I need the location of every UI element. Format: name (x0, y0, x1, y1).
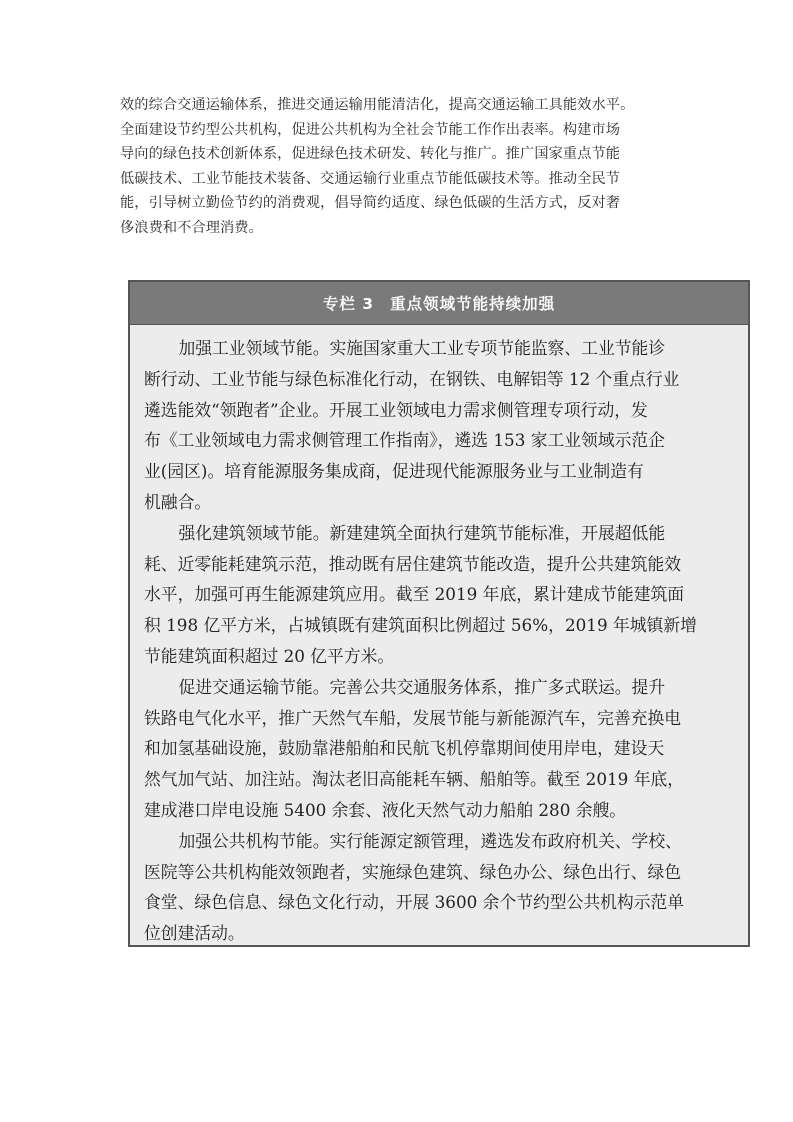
paragraph-line: 机融合。 (144, 491, 212, 512)
paragraph-line: 水平，加强可再生能源建筑应用。截至 2019 年底，累计建成节能建筑面 (144, 584, 685, 605)
paragraph-buildings (144, 518, 734, 672)
paragraph-line: 业(园区)。培育能源服务集成商，促进现代能源服务业与工业制造有 (144, 461, 644, 482)
intro-line: 全面建设节约型公共机构，促进公共机构为全社会节能工作作出表率。构建市场 (120, 121, 621, 138)
intro-line: 导向的绿色技术创新体系，促进绿色技术研发、转化与推广。推广国家重点节能 (120, 146, 621, 163)
paragraph-line: 建成港口岸电设施 5400 余套、液化天然气动力船舶 280 余艘。 (144, 799, 627, 820)
paragraph-line: 铁路电气化水平，推广天然气车船，发展节能与新能源汽车，完善充换电 (144, 707, 682, 728)
intro-text (120, 93, 690, 241)
paragraph-line: 耗、近零能耗建筑示范，推动既有居住建筑节能改造，提升公共建筑能效 (144, 553, 682, 574)
paragraph-transport (144, 672, 734, 826)
column-number: 专栏 3 (322, 295, 375, 313)
paragraph-line: 食堂、绿色信息、绿色文化行动，开展 3600 余个节约型公共机构示范单 (144, 892, 685, 913)
paragraph-line: 和加氢基础设施，鼓励靠港船舶和民航飞机停靠期间使用岸电，建设天 (144, 738, 665, 759)
column-title: 重点领域节能持续加强 (390, 295, 556, 313)
intro-line: 能，引导树立勤俭节约的消费观，倡导简约适度、绿色低碳的生活方式，反对奢 (120, 195, 621, 212)
intro-line: 效的综合交通运输体系，推进交通运输用能清洁化，提高交通运输工具能效水平。 (120, 97, 635, 113)
paragraph-line: 布《工业领域电力需求侧管理工作指南》，遴选 153 家工业领域示范企 (144, 430, 665, 451)
paragraph-line: 加强公共机构节能。实行能源定额管理，遴选发布政府机关、学校、 (178, 830, 682, 851)
paragraph-line: 积 198 亿平方米，占城镇既有建筑面积比例超过 56%，2019 年城镇新增 (144, 615, 697, 636)
paragraph-public-institutions (144, 826, 734, 949)
paragraph-line: 医院等公共机构能效领跑者，实施绿色建筑、绿色办公、绿色出行、绿色 (144, 861, 682, 882)
intro-line: 低碳技术、工业节能技术装备、交通运输行业重点节能低碳技术等。推动全民节 (120, 170, 621, 187)
column-body (130, 325, 748, 949)
column-header (130, 282, 748, 325)
paragraph-line: 断行动、工业节能与绿色标准化行动，在钢铁、电解铝等 12 个重点行业 (144, 368, 680, 389)
paragraph-line: 强化建筑领域节能。新建建筑全面执行建筑节能标准，开展超低能 (178, 522, 666, 543)
paragraph-line: 节能建筑面积超过 20 亿平方米。 (144, 645, 395, 666)
paragraph-line: 促进交通运输节能。完善公共交通服务体系，推广多式联运。提升 (178, 676, 666, 697)
column-box (128, 280, 750, 947)
paragraph-line: 位创建活动。 (144, 923, 245, 944)
paragraph-line: 然气加气站、加注站。淘汰老旧高能耗车辆、船舶等。截至 2019 年底， (144, 769, 685, 790)
paragraph-line: 遴选能效“领跑者”企业。开展工业领域电力需求侧管理专项行动，发 (144, 399, 648, 420)
paragraph-industry (144, 333, 734, 518)
intro-line: 侈浪费和不合理消费。 (120, 219, 263, 236)
paragraph-line: 加强工业领域节能。实施国家重大工业专项节能监察、工业节能诊 (178, 338, 666, 358)
